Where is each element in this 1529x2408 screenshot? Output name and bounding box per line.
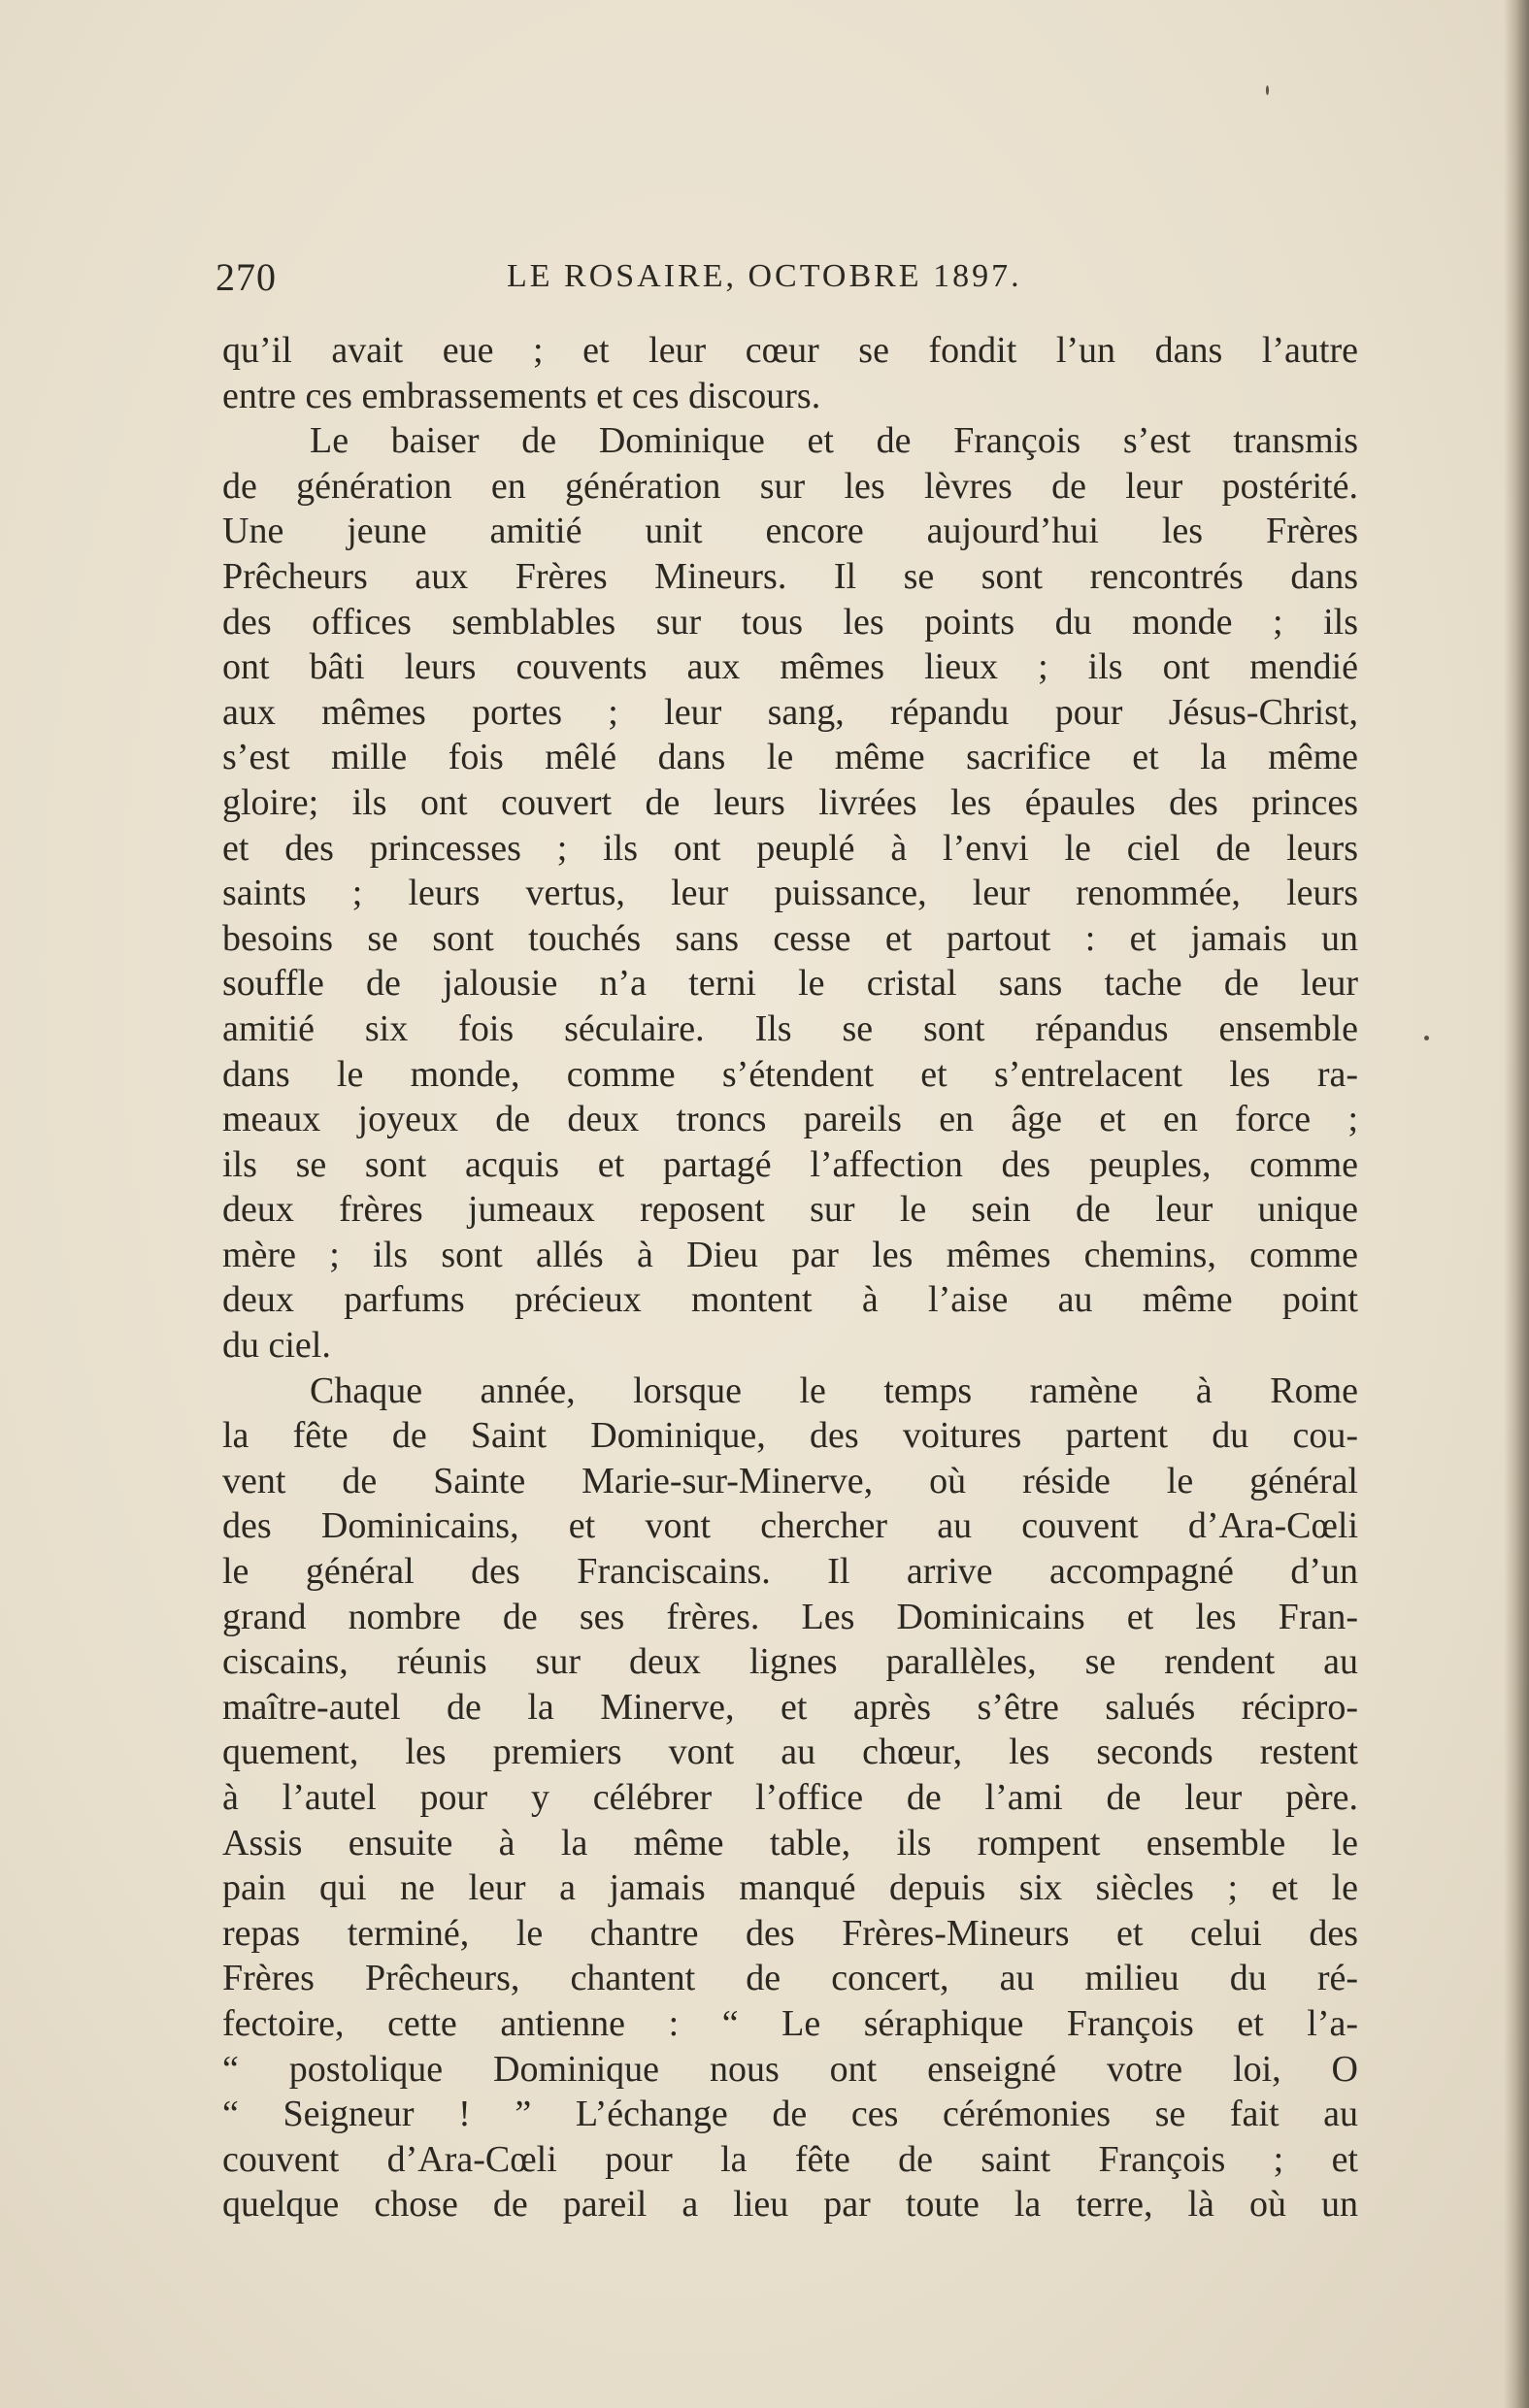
text-line: entre ces embrassements et ces discours. [222,375,821,416]
paragraph-first-line: Chaque année, lorsque le temps ramène à Rome [310,1369,1358,1411]
text-line: dans le monde, comme s’étendent et s’entrelacent les ra- [222,1053,1358,1095]
running-title: LE ROSAIRE, OCTOBRE 1897. [507,258,1022,294]
text-line: gloire; ils ont couvert de leurs livrées les épaules des princes [222,781,1358,823]
paper-speck [1266,85,1269,95]
text-line: du ciel. [222,1325,331,1367]
text-line: des Dominicains, et vont chercher au couvent d’Ara-Cœli [222,1505,1358,1547]
paragraph-first-line: Le baiser de Dominique et de François s’est transmis [310,420,1358,462]
text-line: deux frères jumeaux reposent sur le sein de leur unique [222,1189,1358,1231]
text-line: “ postolique Dominique nous ont enseigné votre loi, O [222,2048,1358,2090]
text-line: pain qui ne leur a jamais manqué depuis six siècles ; et le [222,1867,1358,1909]
text-line: deux parfums précieux montent à l’aise au même point [222,1279,1358,1321]
page-number: 270 [216,255,277,299]
text-line: Une jeune amitié unit encore aujourd’hui les Frères [222,511,1358,552]
body-text [222,328,1358,2227]
text-line: mère ; ils sont allés à Dieu par les mêmes chemins, comme [222,1234,1358,1275]
text-line: couvent d’Ara-Cœli pour la fête de saint François ; et [222,2138,1358,2180]
text-line: ils se sont acquis et partagé l’affection des peuples, comme [222,1143,1358,1185]
text-line: la fête de Saint Dominique, des voitures partent du cou- [222,1415,1358,1457]
text-line: saints ; leurs vertus, leur puissance, leur renommée, leurs [222,873,1358,914]
binding-edge-shadow [1504,0,1529,2408]
running-head [216,254,1060,313]
text-line: de génération en génération sur les lèvres de leur postérité. [222,465,1358,507]
text-line: “ Seigneur ! ” L’échange de ces cérémonies se fait au [222,2094,1358,2135]
text-line: ont bâti leurs couvents aux mêmes lieux ; ils ont mendié [222,646,1358,688]
text-line: meaux joyeux de deux troncs pareils en âge et en force ; [222,1099,1358,1140]
text-line: à l’autel pour y célébrer l’office de l’ami de leur père. [222,1777,1358,1818]
text-line: des offices semblables sur tous les points du monde ; ils [222,601,1358,643]
text-line: souffle de jalousie n’a terni le cristal sans tache de leur [222,963,1358,1005]
text-line: aux mêmes portes ; leur sang, répandu pour Jésus-Christ, [222,691,1358,733]
text-line: fectoire, cette antienne : “ Le séraphique François et l’a- [222,2002,1358,2044]
text-line: Assis ensuite à la même table, ils rompent ensemble le [222,1822,1358,1864]
text-line: quelque chose de pareil a lieu par toute la terre, là où un [222,2184,1358,2226]
text-line: le général des Franciscains. Il arrive accompagné d’un [222,1551,1358,1593]
text-line: qu’il avait eue ; et leur cœur se fondit l’un dans l’autre [222,330,1358,371]
text-line: maître-autel de la Minerve, et après s’être salués récipro- [222,1686,1358,1728]
text-line: grand nombre de ses frères. Les Dominicains et les Fran- [222,1596,1358,1637]
text-line: vent de Sainte Marie-sur-Minerve, où réside le général [222,1460,1358,1501]
text-line: Prêcheurs aux Frères Mineurs. Il se sont rencontrés dans [222,555,1358,597]
text-line: besoins se sont touchés sans cesse et partout : et jamais un [222,917,1358,959]
text-line: amitié six fois séculaire. Ils se sont répandus ensemble [222,1007,1358,1049]
paper-speck [1424,1036,1429,1040]
text-line: quement, les premiers vont au chœur, les seconds restent [222,1732,1358,1773]
text-line: repas terminé, le chantre des Frères-Mineurs et celui des [222,1912,1358,1954]
text-line: s’est mille fois mêlé dans le même sacrifice et la même [222,737,1358,778]
text-line: Frères Prêcheurs, chantent de concert, au milieu du ré- [222,1958,1358,1999]
text-line: ciscains, réunis sur deux lignes parallèles, se rendent au [222,1641,1358,1683]
text-line: et des princesses ; ils ont peuplé à l’envi le ciel de leurs [222,827,1358,869]
